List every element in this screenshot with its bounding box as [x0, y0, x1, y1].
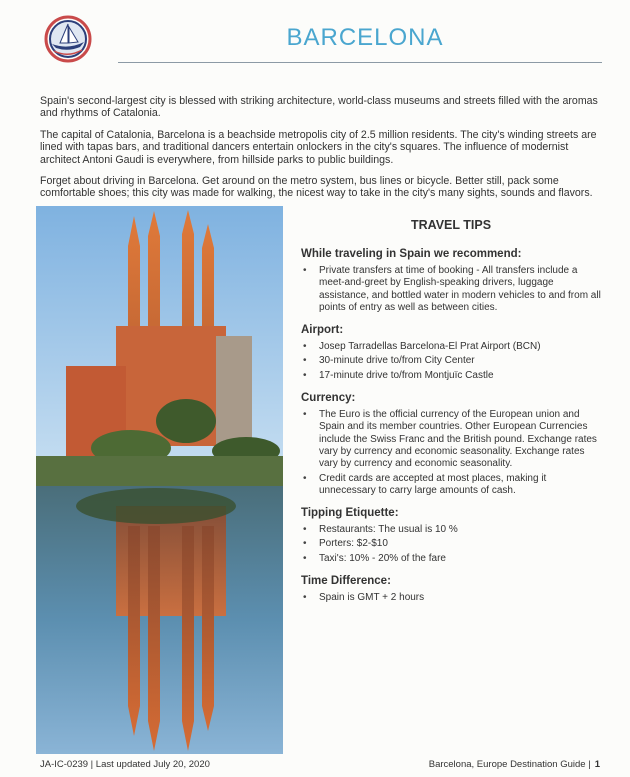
currency-section-title: Currency: — [301, 392, 356, 405]
sailing-ship-logo-icon — [42, 14, 94, 64]
intro-text — [40, 95, 600, 209]
tipping-list — [301, 524, 601, 565]
recommend-list — [301, 265, 601, 314]
tipping-section-title: Tipping Etiquette: — [301, 507, 399, 520]
airport-section-title: Airport: — [301, 324, 344, 337]
time-difference-list — [301, 592, 601, 604]
list-item: • 17-minute drive to/from Montjuïc Castle — [319, 370, 601, 382]
travel-tips-heading: TRAVEL TIPS — [410, 218, 492, 232]
page-number: 1 — [594, 759, 600, 770]
title-divider — [118, 62, 602, 63]
document-id-footer: JA-IC-0239 | Last updated July 20, 2020 — [40, 759, 210, 770]
list-item: • Restaurants: The usual is 10 % — [319, 524, 601, 536]
list-item: • Credit cards are accepted at most places, making it unnecessary to carry large amounts of cash. — [319, 473, 601, 498]
guide-footer — [429, 759, 600, 770]
list-item: • The Euro is the official currency of the European union and Spain and its member countries. Other European Currencies include the Swiss Franc and the British pound. Exchange rates vary by currency and economic seasonality. Exchange rates vary by currency and economic seasonality. — [319, 409, 601, 470]
intro-paragraph: Forget about driving in Barcelona. Get around on the metro system, bus lines or bicycle. Better still, pack some comfortable shoes; this city was made for walking, the nicest way to take in the city's many sights, sounds and flavors. — [40, 175, 593, 200]
list-item: • Josep Tarradellas Barcelona-El Prat Airport (BCN) — [319, 341, 601, 353]
time-difference-section-title: Time Difference: — [301, 575, 391, 588]
travel-tips-panel — [301, 218, 601, 614]
intro-paragraph: The capital of Catalonia, Barcelona is a beachside metropolis city of 2.5 million residents. The city's winding streets are lined with tapas bars, and traditional dancers entertain onlockers in the city's squares. The influence of modernist architect Antoni Gaudi is everywhere, from hillside parks to public buildings. — [40, 128, 597, 166]
intro-paragraph: Spain's second-largest city is blessed with striking architecture, world-class museums and streets filled with the aromas and rhythms of Catalonia. — [40, 95, 598, 120]
currency-list — [301, 409, 601, 497]
list-item: • Taxi's: 10% - 20% of the fare — [319, 553, 601, 565]
list-item: • Porters: $2-$10 — [319, 538, 601, 550]
page-title: BARCELONA — [286, 24, 444, 51]
list-item: • Spain is GMT + 2 hours — [319, 592, 601, 604]
list-item: • 30-minute drive to/from City Center — [319, 355, 601, 367]
recommend-section-title: While traveling in Spain we recommend: — [301, 248, 522, 260]
sagrada-familia-photo — [36, 206, 283, 754]
guide-title: Barcelona, Europe Destination Guide | — [428, 759, 591, 770]
airport-list — [301, 341, 601, 382]
list-item: • Private transfers at time of booking - All transfers include a meet-and-greet by English-speaking drivers, luggage assistance, and bottled water in modern vehicles to and from all points of entry as well as between cities. — [319, 265, 601, 314]
